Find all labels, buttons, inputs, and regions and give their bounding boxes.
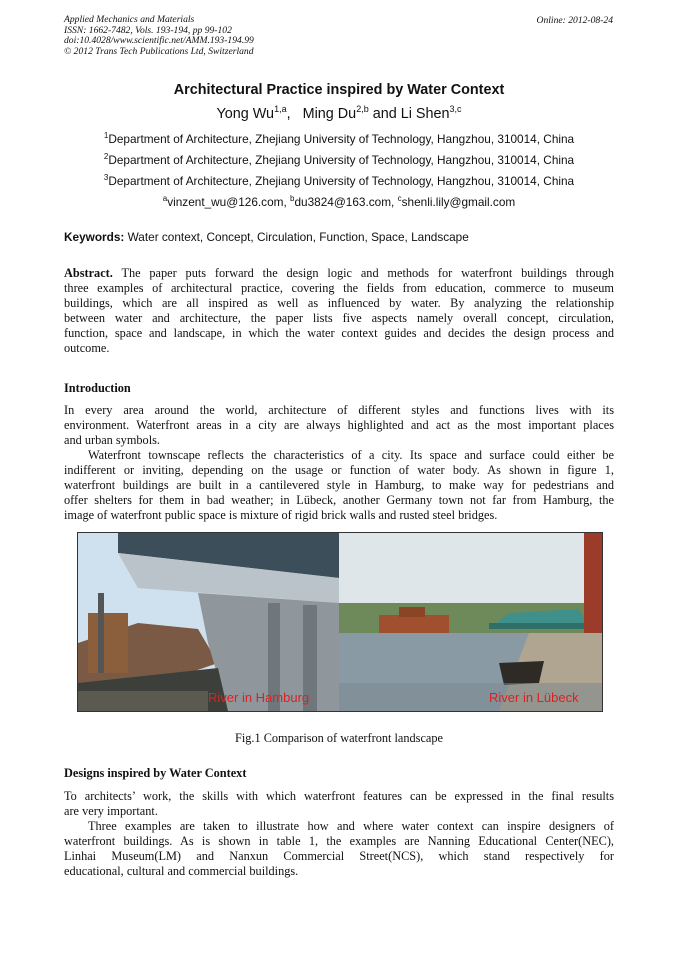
email-sup: b — [290, 194, 295, 203]
abstract-line-text: The paper puts forward the design logic and methods for waterfront buildings through — [112, 266, 614, 280]
author-name: Li Shen — [400, 106, 450, 122]
paper-title: Architectural Practice inspired by Water Context — [173, 82, 505, 98]
keywords-text: Water context, Concept, Circulation, Function, Space, Landscape — [127, 230, 469, 244]
author-separator: and — [368, 106, 401, 122]
text-line: In every area around the world, architecture of different styles and functions lives with its — [64, 403, 614, 417]
photo-lubeck — [339, 533, 602, 711]
email-sup: a — [162, 194, 168, 203]
text-line — [64, 266, 614, 281]
designs-paragraph-2 — [64, 819, 614, 879]
author-sup: 1,a — [274, 104, 287, 114]
affiliation-text: Department of Architecture, Zhejiang University of Technology, Hangzhou, 310014, China — [108, 132, 575, 146]
email-link[interactable]: du3824@163.com, — [294, 195, 398, 209]
figure-caption: Fig.1 Comparison of waterfront landscape — [235, 731, 443, 745]
affiliation-text: Department of Architecture, Zhejiang University of Technology, Hangzhou, 310014, China — [108, 174, 575, 188]
text-line: offer shelters for them in bad weather; in Lübeck, another Germany town not far from Hamburg, the — [64, 493, 614, 507]
keywords-label: Keywords: — [64, 230, 125, 244]
author-name: Ming Du — [302, 106, 357, 122]
text-line: and urban symbols. — [64, 433, 160, 447]
keywords — [64, 230, 469, 244]
affiliation-text: Department of Architecture, Zhejiang University of Technology, Hangzhou, 310014, China — [108, 153, 575, 167]
figure-label-left: River in Hamburg — [208, 690, 310, 705]
text-line: three examples of architectural practice, covering the fields from education, commerce to museum — [64, 281, 614, 295]
abstract-paragraph — [64, 266, 614, 356]
author-name: Yong Wu — [216, 106, 275, 122]
journal-header — [64, 15, 254, 57]
author-separator: , — [286, 106, 303, 122]
affiliation-num: 2 — [103, 152, 109, 161]
affiliation-num: 3 — [103, 173, 109, 182]
lubeck-illustration — [339, 533, 602, 711]
affiliation-2 — [0, 152, 678, 167]
text-line: Three examples are taken to illustrate how and where water context can inspire designers of — [88, 819, 614, 833]
journal-doi: doi:10.4028/www.scientific.net/AMM.193-194.99 — [64, 35, 254, 47]
affiliation-num: 1 — [103, 131, 109, 140]
email-link[interactable]: shenli.lily@gmail.com — [401, 195, 516, 209]
text-line: waterfront buildings. As is shown in table 1, the examples are Nanning Educational Center(NEC), — [64, 834, 614, 848]
email-link[interactable]: vinzent_wu@126.com, — [167, 195, 291, 209]
designs-paragraph-1 — [64, 789, 614, 819]
journal-name: Applied Mechanics and Materials — [64, 14, 195, 25]
figure-label-right: River in Lübeck — [489, 690, 579, 705]
photo-hamburg — [78, 533, 339, 711]
text-line: between water and architecture, the paper lists five aspects namely overall concept, circulation, — [64, 311, 614, 325]
author-sup: 3,c — [449, 104, 462, 114]
text-line: buildings, which are all inspired as well as influenced by water. By analyzing the relationship — [64, 296, 614, 310]
text-line: environment. Waterfront areas in a city are always highlighted and act as the most important places — [64, 418, 614, 432]
text-line: are very important. — [64, 804, 158, 818]
journal-issn: ISSN: 1662-7482, Vols. 193-194, pp 99-102 — [64, 24, 232, 36]
text-line: To architects’ work, the skills with which waterfront features can be expressed in the final results — [64, 789, 614, 803]
section-heading-introduction: Introduction — [64, 381, 131, 395]
figure-1 — [77, 532, 603, 712]
text-line: Waterfront townscape reflects the characteristics of a city. Its space and surface could either be — [88, 448, 614, 462]
text-line: educational, cultural and commercial buildings. — [64, 864, 299, 878]
affiliation-3 — [0, 173, 678, 188]
text-line: image of waterfront public space is mixture of rigid brick walls and rusted steel bridges. — [64, 508, 498, 522]
text-line: function, space and landscape, in which the water context guides and decides the design process and — [64, 326, 614, 340]
intro-paragraph-2 — [64, 448, 614, 523]
section-heading-designs: Designs inspired by Water Context — [64, 766, 247, 780]
author-sup: 2,b — [356, 104, 369, 114]
online-date: Online: 2012-08-24 — [536, 15, 613, 26]
intro-paragraph-1 — [64, 403, 614, 448]
affiliation-1 — [0, 131, 678, 146]
text-line: Linhai Museum(LM) and Nanxun Commercial Street(NCS), which stand respectively for — [64, 849, 614, 863]
text-line: outcome. — [64, 341, 110, 355]
text-line: indifferent or inviting, depending on the usage or function of water body. As shown in figure 1, — [64, 463, 614, 477]
email-sup: c — [397, 194, 402, 203]
email-list — [0, 194, 678, 209]
author-list — [0, 104, 678, 122]
text-line: waterfront buildings are built in a cantilevered style in Hamburg, to make way for pedestrians and — [64, 478, 614, 492]
abstract-label: Abstract. — [64, 266, 113, 280]
hamburg-illustration — [78, 533, 339, 711]
journal-copyright: © 2012 Trans Tech Publications Ltd, Switzerland — [64, 45, 254, 57]
